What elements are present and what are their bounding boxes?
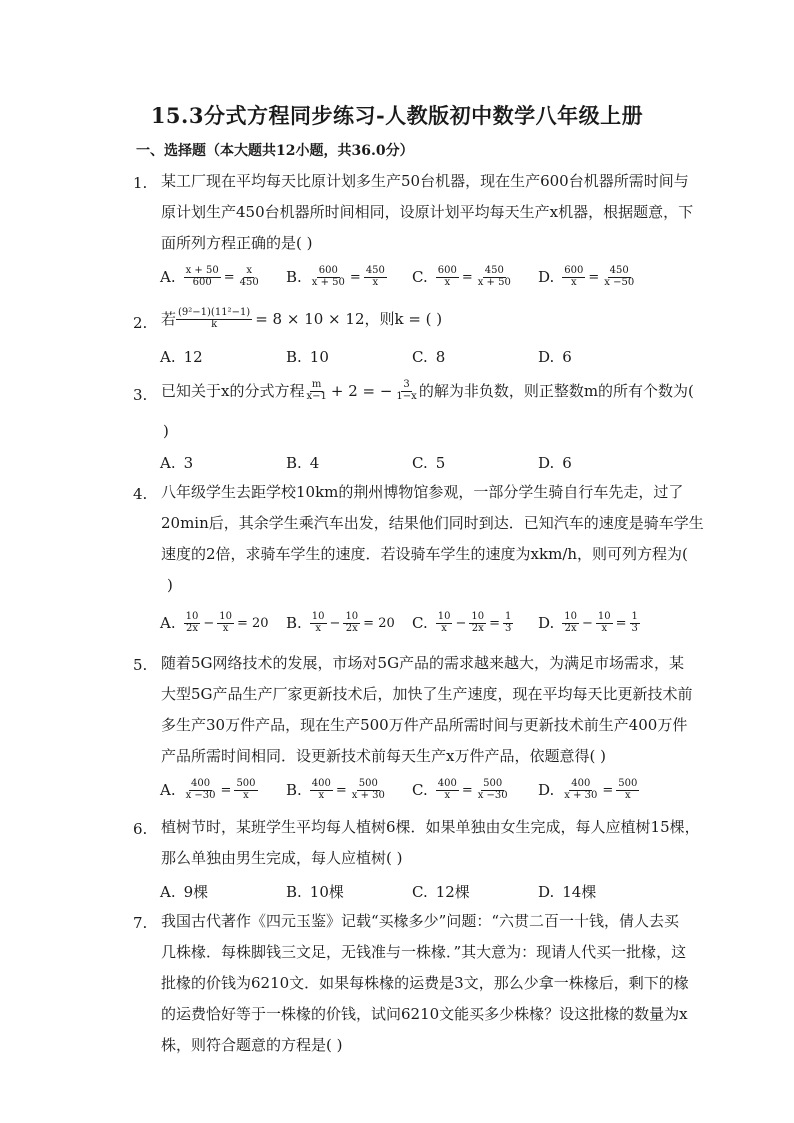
option-label: A.	[160, 781, 176, 799]
question-text-line: 植树节时，某班学生平均每人植树6棵．如果单独由女生完成，每人应植树15棵，	[161, 818, 700, 836]
question-text: = 8 × 10 × 12，则k = ( )	[255, 309, 443, 328]
question-text: 若	[161, 309, 177, 328]
fraction-numerator: 1	[505, 611, 512, 622]
fraction-denominator: 3	[631, 622, 638, 634]
question-number: 6.	[133, 820, 148, 838]
option-label: A.	[160, 882, 176, 901]
question-number: 4.	[133, 485, 148, 503]
fraction-numerator: 400	[311, 778, 331, 789]
fraction-numerator: 500	[236, 778, 256, 789]
option-a[interactable]	[160, 454, 193, 472]
fraction-numerator: 600	[318, 265, 338, 276]
fraction-denominator: x	[441, 622, 447, 634]
question-text-line: 我国古代著作《四元玉鉴》记载“买椽多少”问题：“六贯二百一十钱，倩人去买	[161, 912, 680, 930]
fraction-numerator: 10	[437, 611, 451, 622]
option-label: B.	[286, 614, 302, 632]
fraction-denominator: x	[315, 622, 321, 634]
fraction-numerator: x + 50	[185, 265, 219, 276]
option-label: C.	[412, 454, 428, 472]
fraction-denominator: x −30	[185, 789, 216, 801]
option-text: 4	[309, 454, 320, 472]
fraction-numerator: 10	[564, 611, 577, 622]
fraction-denominator: 2x	[345, 622, 358, 634]
fraction-numerator: x	[246, 265, 252, 276]
fraction-numerator: 10	[597, 611, 611, 622]
fraction-denominator: x + 50	[311, 276, 345, 288]
fraction-numerator: 10	[185, 611, 199, 622]
option-a[interactable]: A. $\frac{x + 50}{600}$ = $\frac{x}{450}$	[160, 265, 259, 288]
question-text-line: 的运费恰好等于一株椽的价钱，试问6210文能买多少株椽？设这批椽的数量为x	[161, 1005, 688, 1023]
question-text-line: 株，则符合题意的方程是( )	[161, 1036, 343, 1054]
page-title: 15.3分式方程同步练习-人教版初中数学八年级上册	[150, 103, 644, 128]
option-a[interactable]: A. $\frac{400}{x -30}$ = $\frac{500}{x}$	[160, 778, 256, 801]
question-text: 已知关于x的分式方程	[161, 381, 305, 400]
fraction-numerator: 450	[609, 265, 629, 276]
option-text: 6	[562, 454, 572, 472]
fraction-denominator: x	[318, 789, 325, 801]
option-b[interactable]: B. $\frac{600}{x + 50}$ = $\frac{450}{x}$	[286, 265, 385, 288]
question-text-line: 产品所需时间相同．设更新技术前每天生产x万件产品，依题意得( )	[161, 747, 606, 765]
question-text-line: 那么单独由男生完成，每人应植树( )	[161, 849, 403, 867]
question-text-line: 八年级学生去距学校10km的荆州博物馆参观，一部分学生骑自行车先走，过了	[161, 483, 684, 501]
option-c[interactable]: C. $\frac{10}{x}$ − $\frac{10}{2x}$ = $\frac{1}{3}$	[412, 611, 512, 634]
option-label: B.	[286, 268, 302, 286]
equation-result: = 20	[236, 615, 269, 631]
fraction-denominator: x + 30	[564, 789, 598, 801]
fraction-numerator: 400	[437, 778, 457, 789]
fraction-denominator: 600	[192, 276, 212, 288]
fraction-denominator: x −50	[604, 276, 635, 288]
option-text: 10棵	[309, 883, 344, 901]
question-text-line: 随着5G网络技术的发展，市场对5G产品的需求越来越大，为满足市场需求，某	[161, 654, 685, 672]
option-d[interactable]: D. $\frac{400}{x + 30}$ = $\frac{500}{x}$	[538, 778, 638, 801]
option-c[interactable]	[412, 881, 470, 902]
option-label: D.	[538, 454, 555, 472]
fraction-denominator: x−1	[306, 390, 327, 402]
option-text: 5	[435, 454, 446, 472]
question-text-line: 某工厂现在平均每天比原计划多生产50台机器，现在生产600台机器所需时间与	[161, 172, 689, 190]
option-b[interactable]	[286, 881, 344, 902]
fraction-denominator: 2x	[564, 622, 577, 634]
option-label: D.	[538, 614, 555, 632]
fraction-numerator: 600	[564, 265, 584, 276]
option-d[interactable]	[538, 881, 596, 902]
fraction-denominator: 1−x	[396, 390, 417, 402]
option-d[interactable]	[538, 348, 572, 366]
option-text: 8	[435, 348, 446, 366]
option-label: C.	[412, 781, 428, 799]
option-label: B.	[286, 882, 302, 901]
question-text-line: )	[163, 422, 169, 440]
option-a[interactable]	[160, 348, 203, 366]
option-a[interactable]: A. $\frac{10}{2x}$ − $\frac{10}{x}$ = 20	[160, 611, 269, 634]
fraction-denominator: 450	[239, 276, 259, 288]
question-text-line: 几株椽．每株脚钱三文足，无钱准与一株椽．”其大意为：现请人代买一批椽，这	[161, 943, 687, 961]
fraction-denominator: x	[444, 789, 451, 801]
fraction-denominator: x + 30	[351, 789, 385, 801]
fraction-numerator: 10	[311, 611, 325, 622]
question-text-line: 批椽的价钱为6210文．如果每株椽的运费是3文，那么少拿一株椽后，剩下的椽	[161, 974, 689, 992]
option-label: D.	[538, 882, 555, 901]
fraction-numerator: 450	[484, 265, 504, 276]
option-text: 12棵	[435, 883, 470, 901]
fraction-numerator: 10	[219, 611, 232, 622]
option-b[interactable]	[286, 348, 329, 366]
fraction-numerator: 1	[631, 611, 638, 622]
option-text: 9棵	[183, 883, 209, 901]
option-label: D.	[538, 781, 555, 799]
option-label: B.	[286, 454, 302, 472]
fraction-numerator: (9²−1)(11²−1)	[178, 307, 251, 318]
question-text-line: 速度的2倍，求骑车学生的速度．若设骑车学生的速度为xkm/h，则可列方程为(	[161, 545, 688, 563]
option-label: A.	[160, 348, 176, 366]
fraction-denominator: 2x	[185, 622, 198, 634]
option-label: D.	[538, 348, 555, 366]
option-label: A.	[160, 454, 176, 472]
option-label: A.	[160, 268, 176, 286]
fraction-denominator: x	[372, 276, 379, 288]
question-text-line: 20min后，其余学生乘汽车出发，结果他们同时到达．已知汽车的速度是骑车学生	[161, 514, 704, 532]
equation-result: = 20	[363, 615, 395, 631]
fraction-numerator: m	[311, 379, 322, 390]
question-text: 的解为非负数，则正整数m的所有个数为(	[418, 381, 694, 400]
fraction-denominator: x	[625, 789, 631, 801]
question-text-line: 多生产30万件产品，现在生产500万件产品所需时间与更新技术前生产400万件	[161, 716, 688, 734]
option-label: C.	[412, 348, 428, 366]
fraction-numerator: 500	[618, 778, 638, 789]
option-b[interactable]	[286, 454, 319, 472]
option-label: A.	[160, 614, 176, 632]
option-label: B.	[286, 781, 302, 799]
question-number: 7.	[133, 914, 148, 932]
option-b[interactable]: B. $\frac{10}{x}$ − $\frac{10}{2x}$ = 20	[286, 611, 395, 634]
fraction-denominator: x	[243, 789, 249, 801]
fraction-numerator: 500	[358, 778, 378, 789]
option-c[interactable]	[412, 348, 445, 366]
fraction-denominator: x	[601, 622, 608, 634]
option-text: 6	[562, 348, 572, 366]
question-text-line: 大型5G产品生产厂家更新技术后，加快了生产速度，现在平均每天比更新技术前	[161, 685, 693, 703]
option-a[interactable]	[160, 881, 208, 902]
question-number: 5.	[133, 656, 148, 674]
question-text: + 2 = −	[330, 381, 393, 400]
option-c[interactable]	[412, 454, 445, 472]
fraction-numerator: 500	[483, 778, 503, 789]
fraction-denominator: x + 50	[477, 276, 511, 288]
fraction-denominator: x −30	[477, 789, 508, 801]
fraction-numerator: 400	[191, 778, 211, 789]
fraction-numerator: 3	[403, 379, 410, 390]
question-text-line: 面所列方程正确的是( )	[161, 234, 313, 252]
option-text: 14棵	[562, 883, 597, 901]
question-text-line	[161, 308, 442, 330]
fraction-numerator: 450	[365, 265, 385, 276]
fraction-denominator: x	[570, 276, 577, 288]
option-b[interactable]: B. $\frac{400}{x}$ = $\frac{500}{x + 30}$	[286, 778, 385, 801]
option-c[interactable]: C. $\frac{400}{x}$ = $\frac{500}{x -30}$	[412, 778, 508, 801]
option-text: 12	[183, 348, 203, 366]
option-label: C.	[412, 614, 428, 632]
option-d[interactable]	[538, 454, 572, 472]
option-text: 10	[309, 348, 329, 366]
fraction-denominator: x	[444, 276, 451, 288]
question-text-line	[161, 380, 694, 402]
fraction-denominator: x	[222, 622, 229, 634]
option-d[interactable]: D. $\frac{10}{2x}$ − $\frac{10}{x}$ = $\frac{1}{3}$	[538, 611, 638, 634]
option-label: B.	[286, 348, 302, 366]
fraction-denominator: 2x	[471, 622, 484, 634]
fraction-numerator: 10	[345, 611, 359, 622]
question-text-line: 原计划生产450台机器所时间相同，设原计划平均每天生产x机器，根据题意，下	[161, 203, 694, 221]
option-label: C.	[412, 882, 428, 901]
option-label: C.	[412, 268, 428, 286]
option-label: D.	[538, 268, 555, 286]
question-number: 3.	[133, 386, 148, 404]
fraction-denominator: k	[211, 318, 218, 330]
fraction-denominator: 3	[505, 622, 512, 634]
fraction-numerator: 10	[471, 611, 485, 622]
option-d[interactable]: D. $\frac{600}{x}$ = $\frac{450}{x -50}$	[538, 265, 635, 288]
question-number: 1.	[133, 174, 148, 192]
question-number: 2.	[133, 314, 148, 332]
question-text-line: )	[167, 576, 173, 594]
option-text: 3	[183, 454, 194, 472]
fraction-numerator: 600	[437, 265, 457, 276]
fraction-numerator: 400	[571, 778, 591, 789]
section-heading: 一、选择题（本大题共12小题，共36.0分）	[136, 143, 414, 159]
option-c[interactable]: C. $\frac{600}{x}$ = $\frac{450}{x + 50}$	[412, 265, 511, 288]
